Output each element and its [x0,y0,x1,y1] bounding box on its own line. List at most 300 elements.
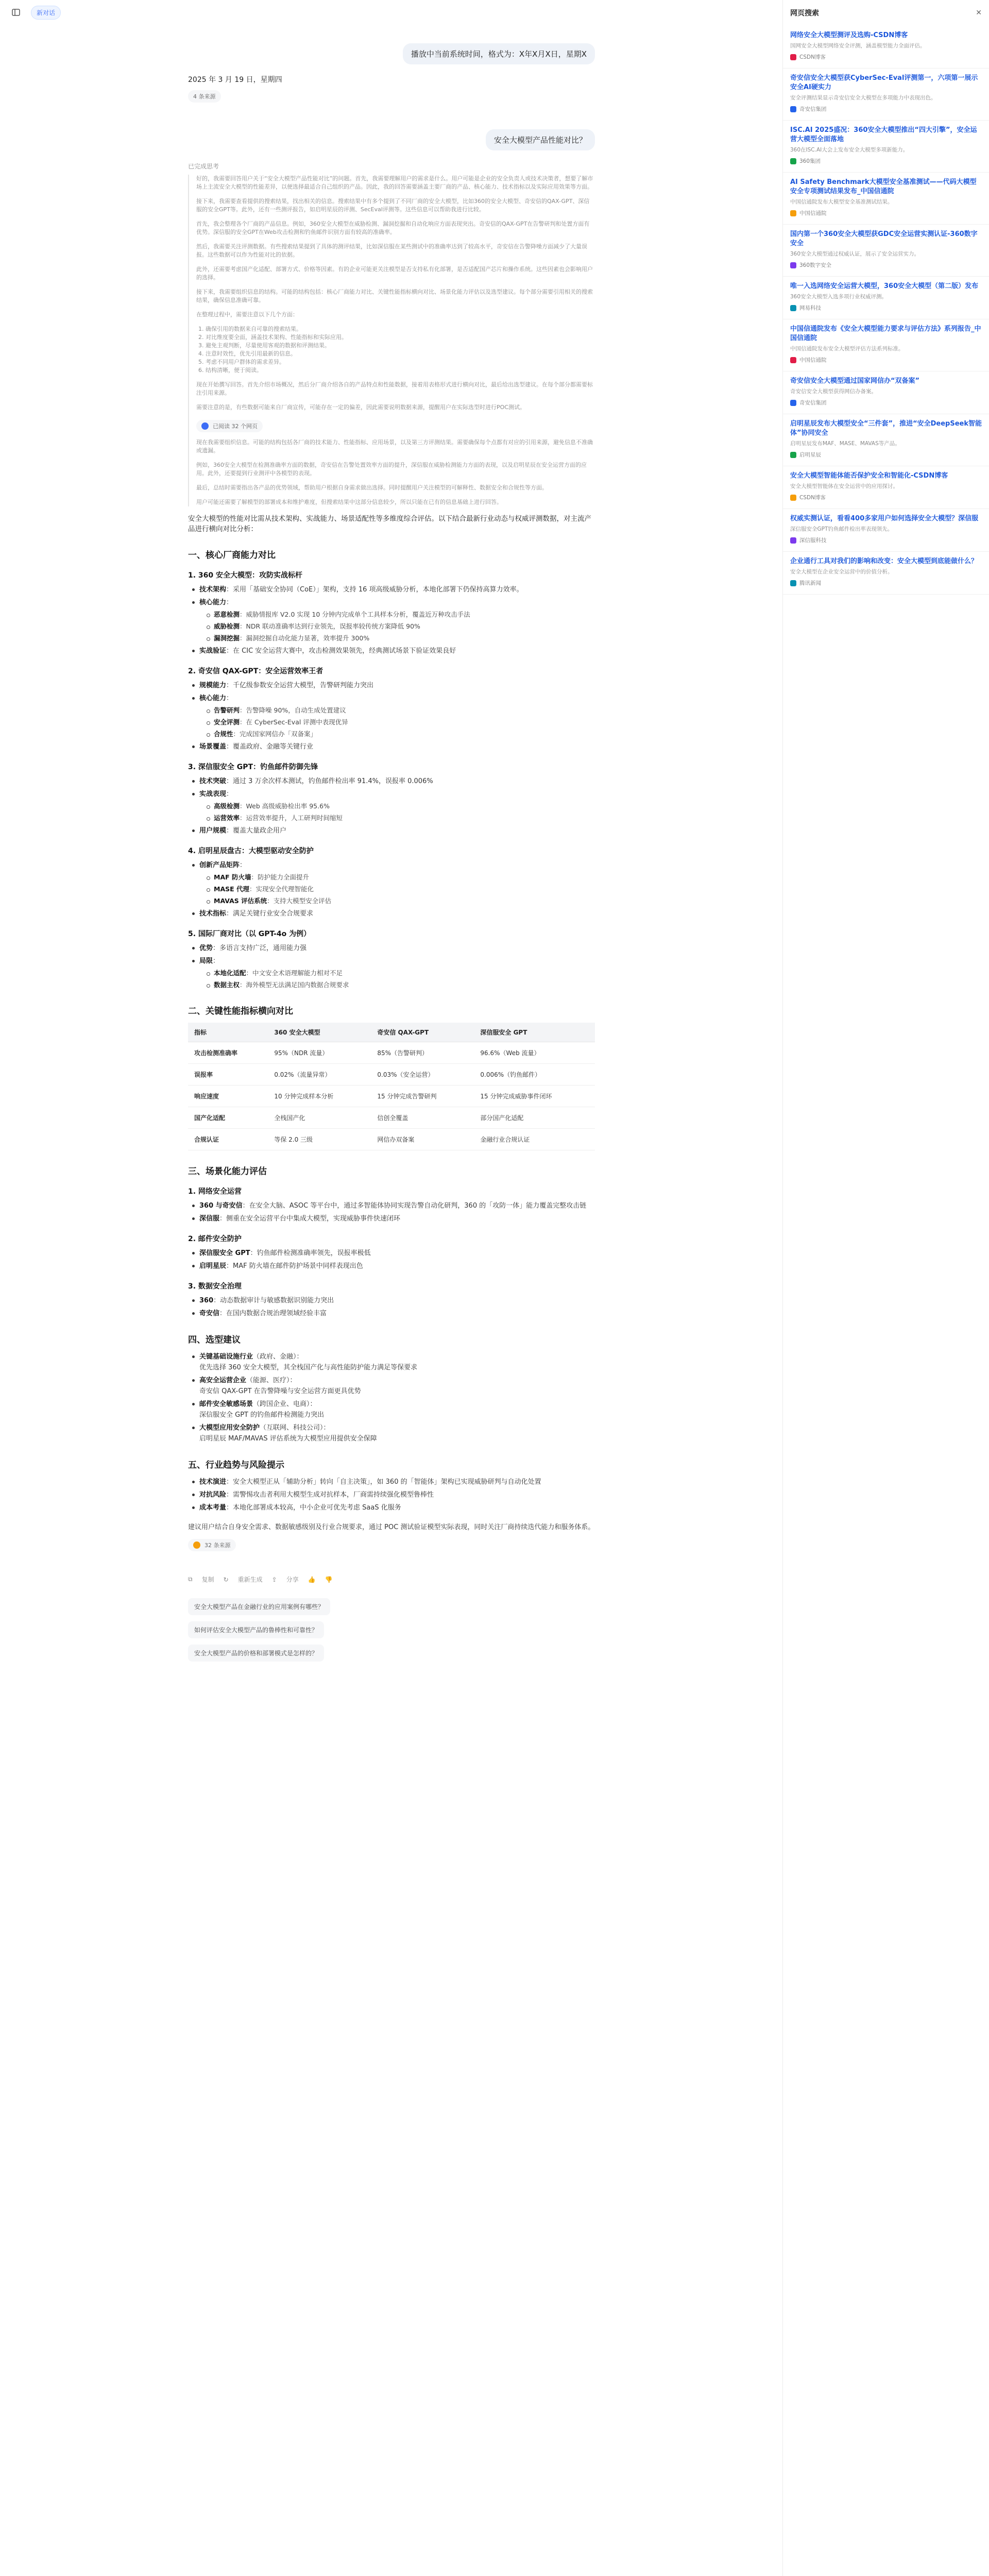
result-snippet: 中国信通院发布大模型安全基准测试结果。 [790,199,893,205]
item-label: 场景覆盖 [199,743,227,751]
list-item: 安全评测：在 CyberSec-Eval 评测中表现优异 [207,717,595,727]
item-label: 对抗风险 [199,1491,227,1499]
list-item: 威胁检测：NDR 联动准确率达到行业领先，误报率较传统方案降低 90% [207,621,595,632]
table-row [188,1042,595,1064]
vendor-details [192,776,595,836]
section-title: 五、行业趋势与风险提示 [188,1460,284,1470]
result-source [790,356,982,364]
result-snippet: 安全大模型智能体在安全运营中的应用探讨。 [790,483,898,489]
result-source [790,536,982,544]
item-label: 本地化适配 [214,969,246,977]
read-pages-chip[interactable] [196,420,263,432]
table-cell: 网信办双备案 [371,1129,474,1150]
read-pages-label: 已阅读 32 个网页 [213,423,258,430]
search-result[interactable] [783,69,989,121]
source-count: 4 条来源 [193,93,216,100]
search-results [783,26,989,595]
result-snippet: 启明星辰发布MAF、MASE、MAVAS等产品。 [790,440,900,447]
item-label: 用户规模 [199,827,227,835]
sub-list [207,705,595,739]
item-text: 实现安全代理智能化 [255,885,314,893]
scenarios-list [188,1186,595,1319]
list-item: 数据主权：海外模型无法满足国内数据合规要求 [207,980,595,990]
item-tail: （政府、金融）： [253,1353,303,1361]
result-snippet: 360在ISC.AI大会上发布安全大模型多项新能力。 [790,147,909,153]
vendor-details [192,680,595,752]
result-title[interactable]: 奇安信安全大模型获CyberSec-Eval评测第一，六项第一展示安全AI硬实力 [790,74,978,91]
list-item: MAVAS 评估系统：支持大模型安全评估 [207,896,595,906]
thinking-paragraph: 需要注意的是，有些数据可能来自厂商宣传，可能存在一定的偏差，因此需要说明数据来源，提醒用户在实际选型时进行POC测试。 [196,404,525,411]
user-message: 安全大模型产品性能对比？ [486,129,595,150]
vendor-title: 1. 360 安全大模型：攻防实战标杆 [188,571,303,580]
item-text: 深信服安全 GPT 的钓鱼邮件检测能力突出 [199,1411,325,1419]
table-body [188,1042,595,1150]
item-tail: （能源、医疗）： [246,1377,297,1384]
refresh-icon[interactable]: ↻ [223,1575,229,1583]
item-label: 技术指标 [199,910,227,918]
table-cell: 15 分钟完成告警研判 [371,1086,474,1107]
thinking-paragraph: 用户可能还需要了解模型的部署成本和维护难度，但搜索结果中这部分信息较少，所以只能在已有的信息基础上进行回答。 [196,499,502,505]
item-text: 防护能力全面提升 [258,873,310,881]
item-text: 奇安信 QAX-GPT 在告警降噪与安全运营方面更具优势 [199,1387,361,1395]
item-label: 核心能力 [199,599,227,606]
item-label: 漏洞挖掘 [214,634,240,642]
regenerate-button[interactable]: 重新生成 [237,1576,263,1583]
item-label: 恶意检测 [214,611,240,618]
item-label: 创新产品矩阵 [199,861,240,869]
result-source [790,53,982,61]
table-cell: 误报率 [188,1064,268,1086]
sub-list [207,968,595,990]
favicon-icon [790,400,796,406]
list-item: 技术演进：安全大模型正从「辅助分析」转向「自主决策」，如 360 的「智能体」架构已实现威胁研判与自动化处置 [192,1477,595,1487]
result-source [790,399,982,406]
list-item: 创新产品矩阵： MAF 防火墙：防护能力全面提升 MASE 代理：实现安全代理智能化 MAVAS 评估系统：支持大模型安全评估 [192,860,595,906]
table-cell: 0.03%（安全运营） [371,1064,474,1086]
item-label: MAF 防火墙 [214,873,251,881]
item-text: 本地化部署成本较高，中小企业可优先考虑 SaaS 化服务 [233,1504,401,1512]
list-item: 3. 避免主观判断，尽量使用客观的数据和评测结果。 [206,342,595,350]
table-row [188,1086,595,1107]
conversation [188,31,595,1662]
item-label: 实战表现 [199,790,227,798]
item-label: 技术架构 [199,586,227,594]
list-item: 启明星辰：MAF 防火墙在邮件防护场景中同样表现出色 [192,1261,595,1272]
copy-button[interactable]: 复制 [201,1576,214,1583]
globe-icon [201,422,209,430]
list-item: 核心能力： 告警研判：告警降噪 90%，自动生成处置建议 安全评测：在 CyberSec-Eval 评测中表现优异 合规性：完成国家网信办「双备案」 [192,693,595,739]
list-item: 实战验证：在 CIC 安全运营大赛中，攻击检测效果领先，经典测试场景下验证效果良好 [192,646,595,656]
list-item: 360 与奇安信：在安全大脑、ASOC 等平台中，通过多智能体协同实现告警自动化研判，360 的「攻防一体」能力覆盖完整攻击链 [192,1200,595,1211]
list-item: 2. 对比维度要全面，涵盖技术架构、性能指标和实际应用。 [206,333,595,342]
table-cell: 等保 2.0 三级 [268,1129,371,1150]
item-label: 高安全运营企业 [199,1377,247,1384]
thinking-paragraph: 好的，我需要回答用户关于“安全大模型产品性能对比”的问题。首先，我需要理解用户的需求是什么。用户可能是企业的安全负责人或技术决策者，想要了解市场上主流安全大模型的性能差异，以便选择最适合自己组织的产品。因此，我的回答需要涵盖主要厂商的产品、核心能力、技术指标以及实际应用效果等方面。 [196,175,593,190]
source-name: 中国信通院 [799,210,827,216]
favicon-icon [790,580,796,586]
result-source [790,494,982,501]
result-snippet: 奇安信安全大模型获得网信办备案。 [790,388,877,395]
list-item: 技术指标：满足关键行业安全合规要求 [192,908,595,919]
list-item [192,1375,595,1397]
comparison-table [188,1023,595,1150]
thinking-list [206,325,595,375]
item-text: 支持大模型安全评估 [273,897,332,905]
favicon-icon [790,357,796,363]
result-title[interactable]: 网络安全大模型测评及选购-CSDN博客 [790,31,908,39]
list-item: MAF 防火墙：防护能力全面提升 [207,872,595,883]
favicon-icon [790,106,796,112]
item-text: Web 高级威胁检出率 95.6% [246,802,330,810]
item-text: 中文安全术语理解能力相对不足 [252,969,343,977]
favicon-icon [790,495,796,501]
item-label: MASE 代理 [214,885,250,893]
item-label: 实战验证 [199,647,227,655]
table-cell: 信创全覆盖 [371,1107,474,1129]
new-chat-badge[interactable]: 新对话 [31,6,61,20]
list-item: 核心能力： 恶意检测：威胁情报库 V2.0 实现 10 分钟内完成单个工具样本分析，覆盖近万种攻击手法 威胁检测：NDR 联动准确率达到行业领先，误报率较传统方案降低 90% 漏洞挖掘：漏洞挖掘自动化能力显著，效率提升 300% [192,597,595,643]
item-label: 奇安信 [199,1310,220,1317]
item-text: 在 CyberSec-Eval 评测中表现优异 [246,718,348,726]
table-header-cell: 指标 [188,1023,268,1042]
search-result[interactable] [783,552,989,595]
closing-paragraph: 建议用户结合自身安全需求、数据敏感级别及行业合规要求，通过 POC 测试验证模型实际表现，同时关注厂商持续迭代能力和服务体系。 [188,1523,595,1531]
item-label: 核心能力 [199,694,227,702]
favicon-icon [790,452,796,458]
item-label: 关键基础设施行业 [199,1353,253,1361]
table-header [188,1023,595,1042]
vendor-details [192,860,595,919]
source-name: 深信服科技 [799,537,827,544]
search-result[interactable] [783,371,989,414]
table-cell: 85%（告警研判） [371,1042,474,1064]
item-text: 覆盖政府、金融等关键行业 [233,743,314,751]
sub-list [207,609,595,643]
item-label: 技术演进 [199,1478,227,1486]
list-item: 告警研判：告警降噪 90%，自动生成处置建议 [207,705,595,716]
thinking-label[interactable]: 已完成思考 [188,163,219,170]
result-title[interactable]: 唯一入选网络安全运营大模型，360安全大模型（第二版）发布 [790,282,979,290]
search-result[interactable] [783,26,989,69]
item-text: 需警惕攻击者利用大模型生成对抗样本，厂商需持续强化模型鲁棒性 [233,1491,434,1499]
list-item: 漏洞挖掘：漏洞挖掘自动化能力显著，效率提升 300% [207,633,595,643]
close-icon[interactable]: ✕ [976,9,982,17]
item-label: 技术突破 [199,777,227,785]
search-result[interactable] [783,509,989,552]
item-label: 深信服安全 GPT [199,1249,250,1257]
thinking-paragraph: 例如，360安全大模型在检测准确率方面的数据，奇安信在告警处置效率方面的提升，深信服在威胁检测能力方面的表现，以及启明星辰在安全运营方面的应用。此外，还要提到行业测评中各模型的表现。 [196,462,587,477]
table-cell: 96.6%（Web 流量） [474,1042,595,1064]
result-source [790,105,982,113]
result-title[interactable]: 启明星辰发布大模型安全“三件套”，推进“安全DeepSeek智能体”协同安全 [790,420,982,437]
share-icon[interactable]: ⇪ [271,1575,277,1583]
search-result[interactable] [783,319,989,371]
table-cell: 金融行业合规认证 [474,1129,595,1150]
list-item: MASE 代理：实现安全代理智能化 [207,884,595,894]
table-cell: 部分国产化适配 [474,1107,595,1129]
sub-list [207,872,595,906]
result-source [790,209,982,217]
item-label: 邮件安全敏感场景 [199,1400,253,1408]
thumb-up-icon[interactable]: 👍 [308,1575,316,1583]
list-item: 优势：多语言支持广泛，通用能力强 [192,943,595,954]
recommended-question[interactable]: 安全大模型产品的价格和部署模式是怎样的？ [188,1645,324,1662]
table-cell: 95%（NDR 流量） [268,1042,371,1064]
list-item: 运营效率：运营效率提升，人工研判时间缩短 [207,813,595,823]
recommended-question[interactable]: 如何评估安全大模型产品的鲁棒性和可靠性？ [188,1621,324,1638]
table-cell: 全栈国产化 [268,1107,371,1129]
list-item [192,1399,595,1420]
source-icon [193,1541,200,1549]
list-item: 6. 结构清晰，便于阅读。 [206,366,595,375]
thinking-paragraph: 最后，总结时需要指出各产品的优势领域，帮助用户根据自身需求做出选择。同时提醒用户关注模型的可解释性、数据安全和合规性等方面。 [196,484,548,491]
list-item: 实战表现： 高级检测：Web 高级威胁检出率 95.6% 运营效率：运营效率提升，人工研判时间缩短 [192,789,595,823]
item-label: 优势 [199,944,213,952]
source-name: CSDN博客 [799,54,826,60]
item-label: 运营效率 [214,814,240,822]
vendor-title: 5. 国际厂商对比（以 GPT-4o 为例） [188,930,311,938]
item-text: 采用「基础安全协同（CoE）」架构，支持 16 项高级威胁分析，本地化部署下仍保持高算力效率。 [233,586,523,594]
thinking-paragraph: 接下来，我需要查看提供的搜索结果，找出相关的信息。搜索结果中有多个提到了不同厂商的安全大模型，比如360的安全大模型、奇安信的QAX-GPT、深信服的安全GPT等。此外，还有一些测评报告，如启明星辰的评测、SecEval评测等。这些信息可以帮助我进行比较。 [196,198,590,213]
thinking-block [188,175,595,506]
table-cell: 10 分钟完成样本分析 [268,1086,371,1107]
result-source [790,157,982,165]
thinking-paragraph: 然后，我需要关注评测数据。有些搜索结果提到了具体的测评结果，比如深信服在某些测试中的准确率达到了较高水平，奇安信在告警降噪方面减少了大量误报。这些数据可以作为性能对比的依据。 [196,243,587,258]
item-label: 360 [199,1297,214,1304]
search-result[interactable] [783,173,989,225]
copy-icon[interactable]: ⧉ [188,1575,193,1583]
advice-list [192,1351,595,1444]
table-row [188,1129,595,1150]
scenario-details [192,1248,595,1272]
list-item: 奇安信：在国内数据合规治理领域经验丰富 [192,1308,595,1319]
section-title: 一、核心厂商能力对比 [188,550,276,561]
result-snippet: 360安全大模型通过权威认证，展示了安全运营实力。 [790,251,920,257]
section-title: 四、选型建议 [188,1335,241,1345]
top-bar [0,0,783,25]
item-tail: （跨国企业、电商）： [253,1400,317,1408]
list-item: 深信服安全 GPT：钓鱼邮件检测准确率领先，误报率极低 [192,1248,595,1259]
item-label: 安全评测 [214,718,240,726]
list-item: 对抗风险：需警惕攻击者利用大模型生成对抗样本，厂商需持续强化模型鲁棒性 [192,1489,595,1500]
list-item: 合规性：完成国家网信办「双备案」 [207,729,595,739]
item-label: 威胁检测 [214,622,240,630]
scenario-title: 2. 邮件安全防护 [188,1235,242,1243]
panel-title: 网页搜索 [790,9,819,18]
item-label: 深信服 [199,1215,220,1223]
item-label: 成本考量 [199,1504,227,1512]
scenario-title: 3. 数据安全治理 [188,1282,242,1291]
table-cell: 15 分钟完成威胁事件闭环 [474,1086,595,1107]
thinking-paragraph: 接下来，我需要组织信息的结构。可能的结构包括：核心厂商能力对比、关键性能指标横向对比、场景化能力评估以及选型建议。每个部分需要引用相关的搜索结果，确保信息准确可靠。 [196,289,593,303]
favicon-icon [790,210,796,216]
item-text: 海外模型无法满足国内数据合规要求 [246,981,349,989]
table-header-cell: 奇安信 QAX-GPT [371,1023,474,1042]
item-label: 大模型应用安全防护 [199,1424,260,1432]
result-title[interactable]: 国内第一个360安全大模型获GDC安全运营实测认证-360数字安全 [790,230,978,247]
item-text: 优先选择 360 安全大模型，其全栈国产化与高性能防护能力满足等保要求 [199,1364,418,1371]
list-item: 技术突破：通过 3 万余次样本测试，钓鱼邮件检出率 91.4%，误报率 0.006% [192,776,595,787]
source-name: 中国信通院 [799,357,827,363]
search-result[interactable] [783,121,989,173]
thumb-down-icon[interactable]: 👎 [325,1575,333,1583]
table-cell: 攻击检测准确率 [188,1042,268,1064]
vendor-details [192,943,595,990]
table-cell: 0.02%（流量异常） [268,1064,371,1086]
result-title[interactable]: AI Safety Benchmark大模型安全基准测试——代码大模型安全专项测试结果发布_中国信通院 [790,178,977,195]
list-item: 规模能力：千亿级参数安全运营大模型，告警研判能力突出 [192,680,595,691]
search-result[interactable] [783,466,989,509]
result-snippet: 国网安全大模型网络安全评测，涵盖模型能力全面评估。 [790,43,926,49]
item-label: MAVAS 评估系统 [214,897,267,905]
thinking-paragraph: 首先，我会整理各个厂商的产品信息。例如，360安全大模型在威胁检测、漏洞挖掘和自动化响应方面表现突出。奇安信的QAX-GPT在告警研判和处置方面有优势。深信服的安全GPT在Web攻击检测和钓鱼邮件识别方面有较高的准确率。 [196,221,590,235]
table-cell: 0.006%（钓鱼邮件） [474,1064,595,1086]
table-cell: 响应速度 [188,1086,268,1107]
recommended-question[interactable]: 安全大模型产品在金融行业的应用案例有哪些？ [188,1598,330,1615]
list-item: 5. 考虑不同用户群体的需求差异。 [206,358,595,366]
result-title[interactable]: 中国信通院发布《安全大模型能力要求与评估方法》系列报告_中国信通院 [790,325,981,342]
result-title[interactable]: 安全大模型智能体能否保护安全和智能化-CSDN博客 [790,472,948,480]
thinking-paragraph: 此外，还需要考虑国产化适配、部署方式、价格等因素。有的企业可能更关注模型是否支持私有化部署，是否适配国产芯片和操作系统。这些因素也会影响用户的选择。 [196,266,593,281]
message-actions [188,1575,595,1584]
section-title: 二、关键性能指标横向对比 [188,1006,293,1016]
item-text: 覆盖大量政企用户 [233,827,287,835]
item-label: 规模能力 [199,682,227,689]
item-text: 多语言支持广泛，通用能力强 [219,944,307,952]
result-source [790,304,982,312]
list-item: 4. 注意时效性，优先引用最新的信息。 [206,350,595,358]
result-snippet: 深信服安全GPT钓鱼邮件检出率表现领先。 [790,526,893,532]
item-label: 数据主权 [214,981,240,989]
favicon-icon [790,54,796,60]
recommended-questions [188,1598,595,1662]
result-source [790,261,982,269]
item-text: 钓鱼邮件检测准确率领先，误报率极低 [257,1249,371,1257]
item-text: 在安全大脑、ASOC 等平台中，通过多智能体协同实现告警自动化研判，360 的「攻防一体」能力覆盖完整攻击链 [249,1202,587,1210]
result-title[interactable]: 权威实测认证，看看400多家用户如何选择安全大模型？深信服 [790,515,979,522]
item-text: 运营效率提升，人工研判时间缩短 [246,814,343,822]
item-label: 360 与奇安信 [199,1202,243,1210]
item-text: 动态数据审计与敏感数据识别能力突出 [220,1297,334,1304]
list-item: 用户规模：覆盖大量政企用户 [192,825,595,836]
item-text: 满足关键行业安全合规要求 [233,910,314,918]
table-row [188,1064,595,1086]
section-title: 三、场景化能力评估 [188,1166,267,1177]
result-source [790,451,982,459]
item-text: 告警降噪 90%，自动生成处置建议 [246,706,346,714]
search-result[interactable] [783,277,989,319]
list-item: 技术架构：采用「基础安全协同（CoE）」架构，支持 16 项高级威胁分析，本地化部署下仍保持高算力效率。 [192,584,595,595]
table-cell: 国产化适配 [188,1107,268,1129]
source-count: 32 条来源 [204,1542,231,1549]
scenario-details [192,1295,595,1319]
search-panel [782,0,989,2576]
list-item [192,1351,595,1373]
list-item: 局限： 本地化适配：中文安全术语理解能力相对不足 数据主权：海外模型无法满足国内数据合规要求 [192,956,595,990]
result-snippet: 中国信通院发布安全大模型评估方法系列标准。 [790,346,904,352]
favicon-icon [790,158,796,164]
vendor-details [192,584,595,656]
share-button[interactable]: 分享 [286,1576,299,1583]
sub-list [207,801,595,823]
item-label: 启明星辰 [199,1262,227,1270]
item-text: 在国内数据合规治理领域经验丰富 [226,1310,327,1317]
item-label: 合规性 [214,730,233,738]
item-text: 千亿级参数安全运营大模型，告警研判能力突出 [233,682,374,689]
item-text: 完成国家网信办「双备案」 [240,730,317,738]
list-item: 成本考量：本地化部署成本较高，中小企业可优先考虑 SaaS 化服务 [192,1502,595,1513]
table-cell: 合规认证 [188,1129,268,1150]
trends-list [192,1477,595,1513]
search-result[interactable] [783,414,989,466]
table-header-cell: 深信服安全 GPT [474,1023,595,1042]
item-label: 局限 [199,957,213,965]
search-result[interactable] [783,225,989,277]
list-item: 360：动态数据审计与敏感数据识别能力突出 [192,1295,595,1306]
source-name: 360数字安全 [799,262,832,268]
table-header-cell: 360 安全大模型 [268,1023,371,1042]
result-snippet: 360安全大模型入选多项行业权威评测。 [790,294,888,300]
result-title[interactable]: ISC.AI 2025盛况：360安全大模型推出“四大引擎”，安全运营大模型全面落地 [790,126,977,143]
source-chip[interactable] [188,90,221,103]
result-source [790,579,982,587]
thinking-paragraph: 现在开始撰写回答。首先介绍市场概况，然后分厂商介绍各自的产品特点和性能数据，接着用表格形式进行横向对比，最后给出选型建议。在每个部分都需要标注引用来源。 [196,381,593,396]
source-name: CSDN博客 [799,495,826,501]
vendors-list [188,570,595,990]
list-item: 1. 确保引用的数据来自可靠的搜索结果。 [206,325,595,333]
item-text: MAF 防火墙在邮件防护场景中同样表现出色 [233,1262,363,1270]
item-text: 启明星辰 MAF/MAVAS 评估系统为大模型应用提供安全保障 [199,1435,377,1443]
item-text: NDR 联动准确率达到行业领先，误报率较传统方案降低 90% [246,622,420,630]
item-label: 告警研判 [214,706,240,714]
source-name: 腾讯新闻 [799,580,821,586]
item-tail: （互联网、科技公司）： [260,1424,330,1432]
favicon-icon [790,262,796,268]
vendor-title: 2. 奇安信 QAX-GPT：安全运营效率王者 [188,667,323,675]
item-text: 安全大模型正从「辅助分析」转向「自主决策」，如 360 的「智能体」架构已实现威胁研判与自动化处置 [233,1478,541,1486]
source-chip[interactable] [188,1539,236,1551]
item-text: 侧重在安全运营平台中集成大模型，实现威胁事件快速闭环 [226,1215,401,1223]
list-item [192,1422,595,1444]
item-label: 高级检测 [214,802,240,810]
result-title[interactable]: 奇安信安全大模型通过国家网信办“双备案” [790,377,920,385]
source-name: 启明星辰 [799,452,821,458]
favicon-icon [790,305,796,311]
thinking-paragraph: 现在我需要组织信息。可能的结构包括各厂商的技术能力、性能指标、应用场景，以及第三方评测结果。需要确保每个点都有对应的引用来源，避免信息不准确或遗漏。 [196,439,593,454]
item-text: 通过 3 万余次样本测试，钓鱼邮件检出率 91.4%，误报率 0.006% [233,777,433,785]
sidebar-toggle-icon[interactable] [9,6,23,19]
answer-intro: 安全大模型的性能对比需从技术架构、实战能力、场景适配性等多维度综合评估。以下结合最新行业动态与权威评测数据，对主流产品进行横向对比分析： [188,515,591,533]
thinking-paragraph: 在整理过程中，需要注意以下几个方面： [196,311,298,318]
list-item: 高级检测：Web 高级威胁检出率 95.6% [207,801,595,811]
source-name: 网易科技 [799,305,821,311]
list-item: 场景覆盖：覆盖政府、金融等关键行业 [192,741,595,752]
list-item: 恶意检测：威胁情报库 V2.0 实现 10 分钟内完成单个工具样本分析，覆盖近万种攻击手法 [207,609,595,620]
table-row [188,1107,595,1129]
item-text: 在 CIC 安全运营大赛中，攻击检测效果领先，经典测试场景下验证效果良好 [233,647,456,655]
scenario-details [192,1200,595,1224]
list-item: 深信服：侧重在安全运营平台中集成大模型，实现威胁事件快速闭环 [192,1213,595,1224]
item-text: 威胁情报库 V2.0 实现 10 分钟内完成单个工具样本分析，覆盖近万种攻击手法 [246,611,470,618]
favicon-icon [790,537,796,544]
item-text: 漏洞挖掘自动化能力显著，效率提升 300% [246,634,370,642]
source-name: 奇安信集团 [799,400,827,406]
result-title[interactable]: 企业通行工具对我们的影响和改变：安全大模型到底能做什么？ [790,557,978,565]
source-name: 360集团 [799,158,821,164]
vendor-title: 3. 深信服安全 GPT：钓鱼邮件防御先锋 [188,763,318,771]
user-message: 播放中当前系统时间，格式为：X年X月X日，星期X [403,43,595,64]
result-snippet: 安全大模型在企业安全运营中的价值分析。 [790,569,893,575]
